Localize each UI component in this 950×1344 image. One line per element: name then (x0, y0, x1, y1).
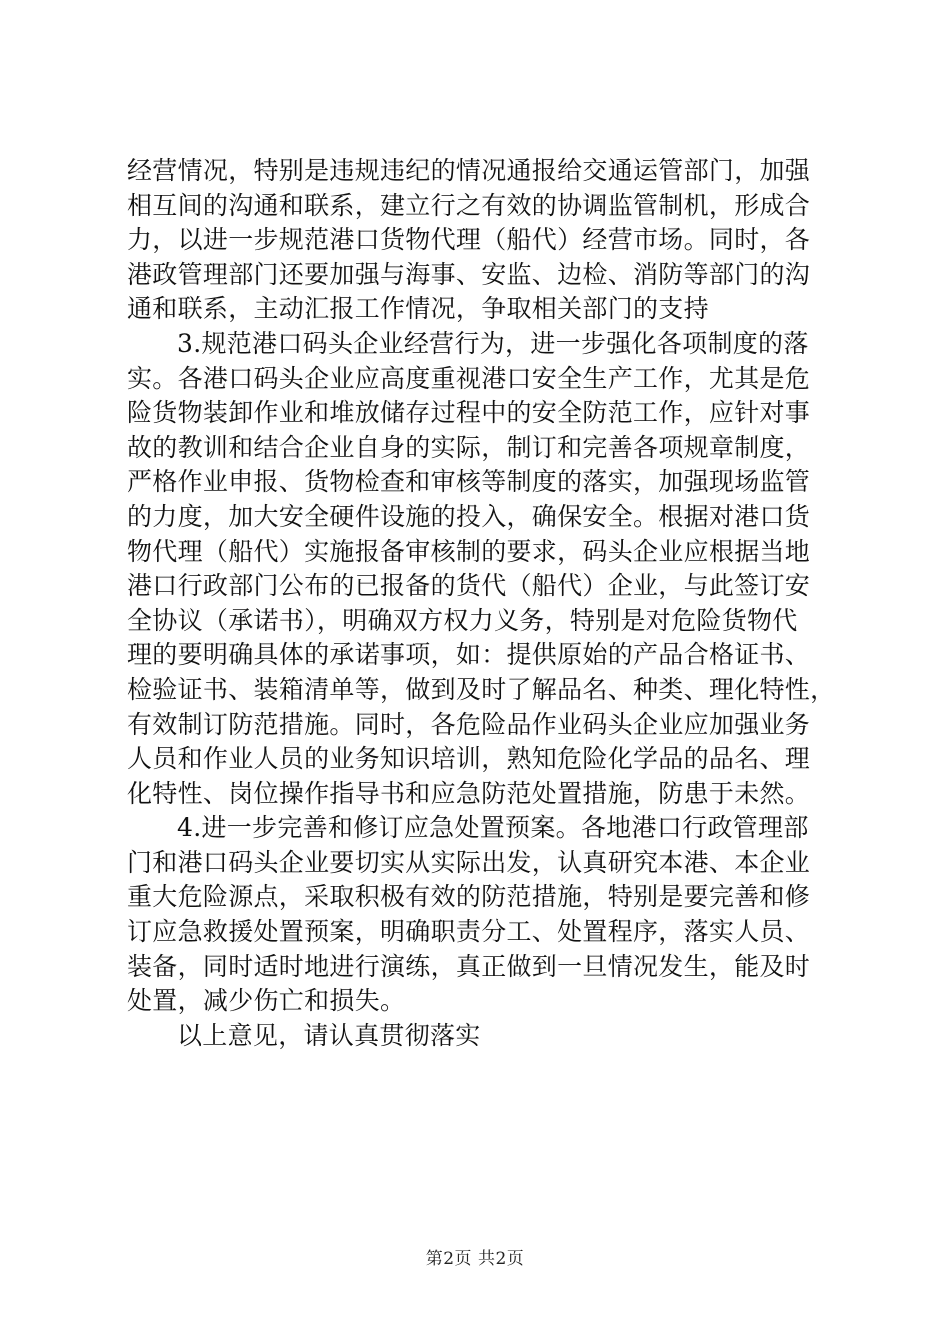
text-line: 有效制订防范措施。同时，各危险品作业码头企业应加强业务 (127, 709, 811, 739)
text-line: 物代理（船代）实施报备审核制的要求，码头企业应根据当地 (127, 536, 811, 566)
text-line: 经营情况，特别是违规违纪的情况通报给交通运管部门，加强 (127, 156, 811, 185)
text-line: 理的要明确具体的承诺事项，如：提供原始的产品合格证书、 (127, 640, 811, 670)
text-line: 港政管理部门还要加强与海事、安监、边检、消防等部门的沟 (127, 259, 811, 289)
text-line: 处置，减少伤亡和损失。 (127, 986, 406, 1016)
text-line: 4.进一步完善和修订应急处置预案。各地港口行政管理部 (177, 813, 809, 843)
text-line: 以上意见，请认真贯彻落实 (177, 1020, 481, 1050)
text-line: 严格作业申报、货物检查和审核等制度的落实，加强现场监管 (127, 467, 811, 497)
text-line: 人员和作业人员的业务知识培训，熟知危险化学品的品名、理 (127, 744, 811, 774)
page-footer: 第2页 共2页 (425, 1249, 525, 1269)
text-line: 化特性、岗位操作指导书和应急防范处置措施，防患于未然。 (127, 778, 811, 808)
text-line: 订应急救援处置预案，明确职责分工、处置程序，落实人员、 (127, 917, 811, 947)
text-line: 力，以进一步规范港口货物代理（船代）经营市场。同时，各 (127, 225, 811, 255)
text-line: 全协议（承诺书），明确双方权力义务，特别是对危险货物代 (127, 605, 798, 635)
document-body (127, 154, 836, 1053)
text-line: 港口行政部门公布的已报备的货代（船代）企业，与此签订安 (127, 571, 811, 601)
text-line: 门和港口码头企业要切实从实际出发，认真研究本港、本企业 (127, 847, 811, 877)
text-line: 险货物装卸作业和堆放储存过程中的安全防范工作，应针对事 (127, 398, 811, 428)
text-line: 通和联系，主动汇报工作情况，争取相关部门的支持 (127, 294, 709, 324)
text-line: 装备，同时适时地进行演练，真正做到一旦情况发生，能及时 (127, 951, 811, 981)
text-line: 故的教训和结合企业自身的实际，制订和完善各项规章制度， (127, 432, 811, 462)
text-line: 检验证书、装箱清单等，做到及时了解品名、种类、理化特性， (127, 674, 836, 704)
text-line: 相互间的沟通和联系，建立行之有效的协调监管制机，形成合 (127, 190, 811, 220)
text-line: 重大危险源点，采取积极有效的防范措施，特别是要完善和修 (127, 882, 811, 912)
text-line: 实。各港口码头企业应高度重视港口安全生产工作，尤其是危 (127, 363, 811, 393)
text-line: 3.规范港口码头企业经营行为，进一步强化各项制度的落 (177, 328, 809, 358)
text-line: 的力度，加大安全硬件设施的投入，确保安全。根据对港口货 (127, 501, 811, 531)
